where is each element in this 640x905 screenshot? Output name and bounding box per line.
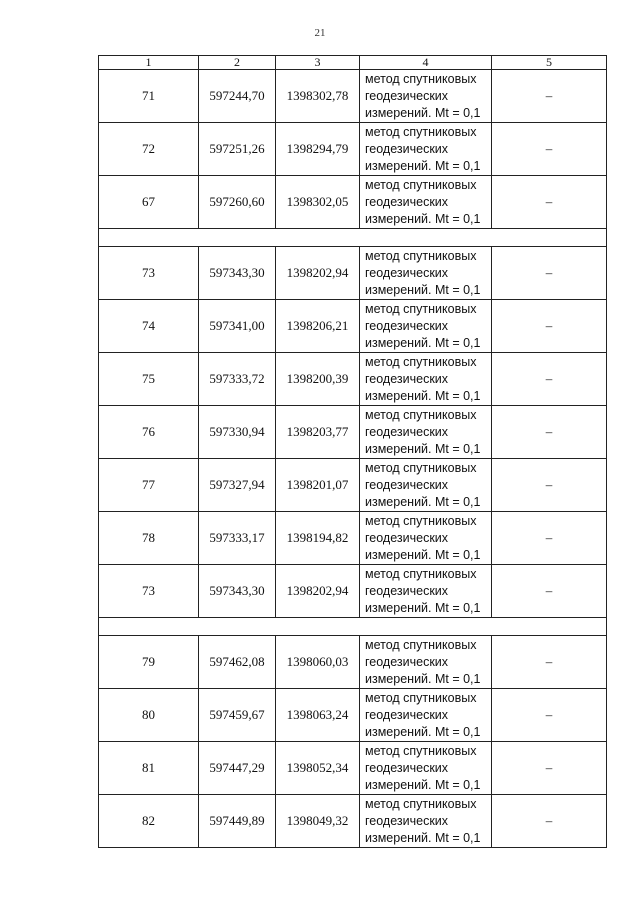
accuracy-cell: – (492, 247, 607, 300)
method-line: измерений. Mt = 0,1 (365, 105, 481, 120)
method-cell (360, 689, 492, 742)
table-row (99, 742, 607, 795)
method-cell (360, 459, 492, 512)
method-line: геодезических (365, 530, 449, 545)
method-line: измерений. Mt = 0,1 (365, 335, 481, 350)
y-coordinate-cell: 1398201,07 (276, 459, 360, 512)
table-row (99, 512, 607, 565)
x-coordinate-cell: 597251,26 (199, 123, 276, 176)
column-header: 4 (360, 56, 492, 70)
table-row (99, 70, 607, 123)
group-separator-cell (99, 229, 607, 247)
method-line: измерений. Mt = 0,1 (365, 671, 481, 686)
method-cell (360, 123, 492, 176)
page-number: 21 (314, 27, 326, 39)
table-header-row (99, 56, 607, 70)
method-line: метод спутниковых (365, 566, 477, 581)
method-cell (360, 636, 492, 689)
table-row (99, 406, 607, 459)
method-cell (360, 353, 492, 406)
method-line: метод спутниковых (365, 637, 477, 652)
method-line: геодезических (365, 654, 449, 669)
method-line: геодезических (365, 318, 449, 333)
table-row (99, 689, 607, 742)
table-row (99, 176, 607, 229)
y-coordinate-cell: 1398060,03 (276, 636, 360, 689)
x-coordinate-cell: 597327,94 (199, 459, 276, 512)
method-line: геодезических (365, 88, 449, 103)
accuracy-cell: – (492, 176, 607, 229)
point-number-cell: 76 (99, 406, 199, 459)
group-separator-row (99, 618, 607, 636)
method-line: метод спутниковых (365, 71, 477, 86)
y-coordinate-cell: 1398052,34 (276, 742, 360, 795)
accuracy-cell: – (492, 123, 607, 176)
x-coordinate-cell: 597341,00 (199, 300, 276, 353)
accuracy-cell: – (492, 406, 607, 459)
method-cell (360, 70, 492, 123)
point-number-cell: 73 (99, 565, 199, 618)
point-number-cell: 71 (99, 70, 199, 123)
method-line: геодезических (365, 583, 449, 598)
accuracy-cell: – (492, 300, 607, 353)
table-row (99, 123, 607, 176)
point-number-cell: 77 (99, 459, 199, 512)
method-line: геодезических (365, 194, 449, 209)
table-row (99, 459, 607, 512)
method-line: измерений. Mt = 0,1 (365, 158, 481, 173)
table-row (99, 353, 607, 406)
column-header: 1 (99, 56, 199, 70)
x-coordinate-cell: 597330,94 (199, 406, 276, 459)
method-line: измерений. Mt = 0,1 (365, 494, 481, 509)
point-number-cell: 67 (99, 176, 199, 229)
method-line: геодезических (365, 424, 449, 439)
x-coordinate-cell: 597333,72 (199, 353, 276, 406)
point-number-cell: 82 (99, 795, 199, 848)
table-row (99, 300, 607, 353)
y-coordinate-cell: 1398302,78 (276, 70, 360, 123)
method-cell (360, 565, 492, 618)
accuracy-cell: – (492, 689, 607, 742)
method-line: метод спутниковых (365, 177, 477, 192)
group-separator-cell (99, 618, 607, 636)
method-line: измерений. Mt = 0,1 (365, 441, 481, 456)
method-line: метод спутниковых (365, 743, 477, 758)
accuracy-cell: – (492, 512, 607, 565)
method-line: измерений. Mt = 0,1 (365, 388, 481, 403)
method-line: измерений. Mt = 0,1 (365, 211, 481, 226)
method-line: геодезических (365, 707, 449, 722)
y-coordinate-cell: 1398202,94 (276, 565, 360, 618)
point-number-cell: 75 (99, 353, 199, 406)
method-line: метод спутниковых (365, 796, 477, 811)
point-number-cell: 79 (99, 636, 199, 689)
method-line: метод спутниковых (365, 354, 477, 369)
x-coordinate-cell: 597244,70 (199, 70, 276, 123)
method-line: геодезических (365, 813, 449, 828)
y-coordinate-cell: 1398200,39 (276, 353, 360, 406)
y-coordinate-cell: 1398206,21 (276, 300, 360, 353)
accuracy-cell: – (492, 70, 607, 123)
y-coordinate-cell: 1398294,79 (276, 123, 360, 176)
method-line: метод спутниковых (365, 513, 477, 528)
method-line: метод спутниковых (365, 301, 477, 316)
method-line: геодезических (365, 477, 449, 492)
accuracy-cell: – (492, 565, 607, 618)
method-line: измерений. Mt = 0,1 (365, 547, 481, 562)
accuracy-cell: – (492, 795, 607, 848)
x-coordinate-cell: 597462,08 (199, 636, 276, 689)
method-line: метод спутниковых (365, 124, 477, 139)
method-line: геодезических (365, 760, 449, 775)
y-coordinate-cell: 1398049,32 (276, 795, 360, 848)
method-line: измерений. Mt = 0,1 (365, 830, 481, 845)
accuracy-cell: – (492, 636, 607, 689)
column-header: 3 (276, 56, 360, 70)
x-coordinate-cell: 597333,17 (199, 512, 276, 565)
method-cell (360, 406, 492, 459)
table-row (99, 247, 607, 300)
table-row (99, 636, 607, 689)
accuracy-cell: – (492, 353, 607, 406)
method-cell (360, 512, 492, 565)
table-body (99, 70, 607, 848)
method-cell (360, 247, 492, 300)
point-number-cell: 81 (99, 742, 199, 795)
method-cell (360, 176, 492, 229)
y-coordinate-cell: 1398202,94 (276, 247, 360, 300)
method-line: измерений. Mt = 0,1 (365, 777, 481, 792)
method-line: геодезических (365, 141, 449, 156)
accuracy-cell: – (492, 459, 607, 512)
method-line: метод спутниковых (365, 407, 477, 422)
column-header: 2 (199, 56, 276, 70)
method-cell (360, 742, 492, 795)
x-coordinate-cell: 597260,60 (199, 176, 276, 229)
method-line: измерений. Mt = 0,1 (365, 282, 481, 297)
point-number-cell: 80 (99, 689, 199, 742)
coordinates-table (98, 55, 607, 848)
point-number-cell: 78 (99, 512, 199, 565)
x-coordinate-cell: 597449,89 (199, 795, 276, 848)
method-line: метод спутниковых (365, 460, 477, 475)
y-coordinate-cell: 1398302,05 (276, 176, 360, 229)
method-line: измерений. Mt = 0,1 (365, 724, 481, 739)
method-cell (360, 300, 492, 353)
table-row (99, 795, 607, 848)
method-line: измерений. Mt = 0,1 (365, 600, 481, 615)
point-number-cell: 72 (99, 123, 199, 176)
method-line: метод спутниковых (365, 248, 477, 263)
y-coordinate-cell: 1398194,82 (276, 512, 360, 565)
y-coordinate-cell: 1398203,77 (276, 406, 360, 459)
x-coordinate-cell: 597447,29 (199, 742, 276, 795)
column-header: 5 (492, 56, 607, 70)
method-line: геодезических (365, 265, 449, 280)
point-number-cell: 73 (99, 247, 199, 300)
accuracy-cell: – (492, 742, 607, 795)
group-separator-row (99, 229, 607, 247)
y-coordinate-cell: 1398063,24 (276, 689, 360, 742)
point-number-cell: 74 (99, 300, 199, 353)
x-coordinate-cell: 597343,30 (199, 247, 276, 300)
x-coordinate-cell: 597343,30 (199, 565, 276, 618)
method-line: геодезических (365, 371, 449, 386)
method-line: метод спутниковых (365, 690, 477, 705)
x-coordinate-cell: 597459,67 (199, 689, 276, 742)
table-row (99, 565, 607, 618)
method-cell (360, 795, 492, 848)
